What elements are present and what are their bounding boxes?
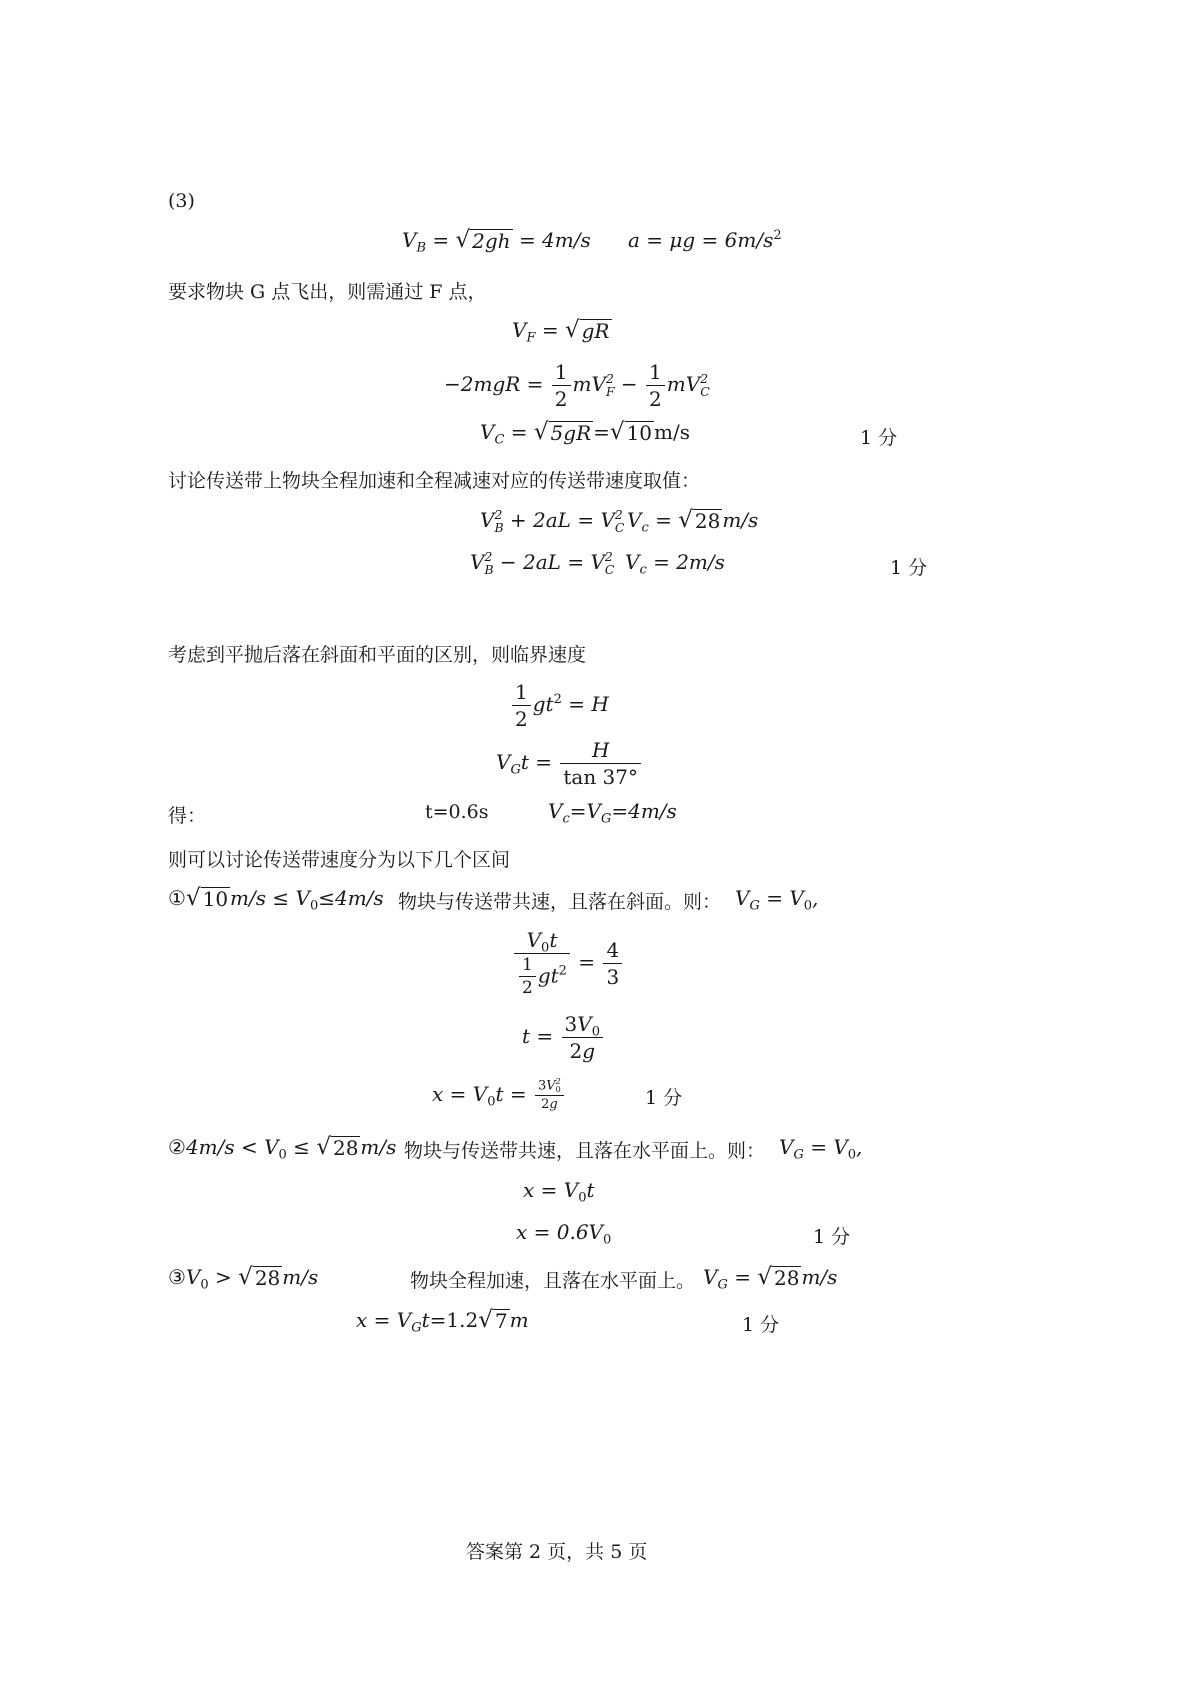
text-discuss-belt: 讨论传送带上物块全程加速和全程减速对应的传送带速度取值： <box>168 470 701 492</box>
eq-x-case3: $x = V_Gt=1.2$ √ 7 m <box>356 1307 529 1336</box>
t-result: t=0.6s <box>425 801 489 823</box>
score-1: 1 分 <box>860 427 898 449</box>
eq-energy: −2mgR = $\frac{1}{2}$ mV 2 F − $\frac{1}{2}$ mV 2 C <box>444 360 710 411</box>
score-5: 1 分 <box>742 1314 780 1336</box>
eq-vc: $V_C$ = √ 5gR = √ 10 m/s <box>480 419 690 448</box>
a-value: a = μg = 6m/s <box>628 228 774 252</box>
eq-vc-min: $V_c = 2m/s$ <box>625 550 725 578</box>
x-12: =1.2 <box>429 1308 479 1332</box>
eq-vc-max: $V_c$ = √ 28 m/s <box>627 507 759 536</box>
eq-t: t = $\frac{3V_0}{2g}$ <box>522 1012 605 1063</box>
text-consider: 考虑到平抛后落在斜面和平面的区别，则临界速度 <box>168 644 587 666</box>
x-06: x = 0.6V <box>516 1220 604 1244</box>
eq-x-case2b: $x = 0.6V_0$ <box>516 1220 612 1248</box>
sqrt-7: 7 <box>494 1309 508 1333</box>
case-2-text: 物块与传送带共速，且落在水平面上。则： <box>404 1140 766 1162</box>
text-de: 得： <box>168 805 207 827</box>
tan-37: tan 37° <box>563 765 639 789</box>
score-2: 1 分 <box>890 557 928 579</box>
vc-unit: m/s <box>654 420 690 444</box>
case-2-cond: $V_G = V_0$, <box>779 1135 863 1163</box>
eq-x-case1: $x = V_0t$ = 3V 2 0 2g <box>432 1078 566 1113</box>
vc-vg-value: =4m/s <box>611 799 677 823</box>
eq-vb: $V_B$ = √ 2gh = 4m/s <box>402 227 591 256</box>
section-label: (3) <box>168 190 195 212</box>
vc-sqrt28: 28 <box>694 509 721 533</box>
case-3-text: 物块全程加速，且落在水平面上。 <box>410 1270 696 1292</box>
case-3-range: $③V_0$ > √ 28 m/s <box>168 1264 319 1293</box>
eq-x-case2a: $x = V_0t$ <box>523 1178 595 1206</box>
eq-vf: $V_F$ = √ gR <box>512 317 610 346</box>
case-1-range: ① √ 10 $m/s \le V_0\le 4m/s$ <box>168 885 384 914</box>
vb-result: = 4m/s <box>518 228 591 252</box>
vc-sqrt10: 10 <box>626 421 653 445</box>
case-3-cond: $V_G$ = √ 28 m/s <box>703 1264 838 1293</box>
eq-a: $a = \mu g = 6m/s^2$ <box>628 228 782 252</box>
eq-fall: $\frac{1}{2}$ $gt^2 = H$ <box>510 680 609 731</box>
frac-num-4: 4 <box>603 938 622 964</box>
case-1-text: 物块与传送带共速，且落在斜面。则： <box>398 891 722 913</box>
score-4: 1 分 <box>813 1226 851 1248</box>
eq-horizontal: $V_Gt$ = $\frac{H}{\tan 37^\circ}$ <box>496 738 643 789</box>
score-3: 1 分 <box>645 1087 683 1109</box>
vc-min-value: = 2m/s <box>653 550 725 574</box>
case-2-range: ②4m/s < $V_0$ ≤ √ 28 m/s <box>168 1134 397 1163</box>
eq-accel: V 2 B + 2aL = V 2 C <box>480 507 625 535</box>
frac-den-3: 3 <box>606 964 620 989</box>
text-req-g: 要求物块 G 点飞出，则需通过 F 点， <box>168 281 487 303</box>
case-1-cond: $V_G = V_0$, <box>735 886 819 914</box>
text-then-discuss: 则可以讨论传送带速度分为以下几个区间 <box>168 849 511 871</box>
eq-vc-vg: $V_c=V_G=4m/s$ <box>548 799 677 827</box>
page-footer: 答案第 2 页，共 5 页 <box>466 1541 648 1563</box>
eq-ratio: $V_0t$ $\frac{1}{2}$ $gt^2$ = $\frac{4}{3}$ <box>512 928 624 999</box>
eq-decel: V 2 B − 2aL = V 2 C <box>470 549 615 577</box>
